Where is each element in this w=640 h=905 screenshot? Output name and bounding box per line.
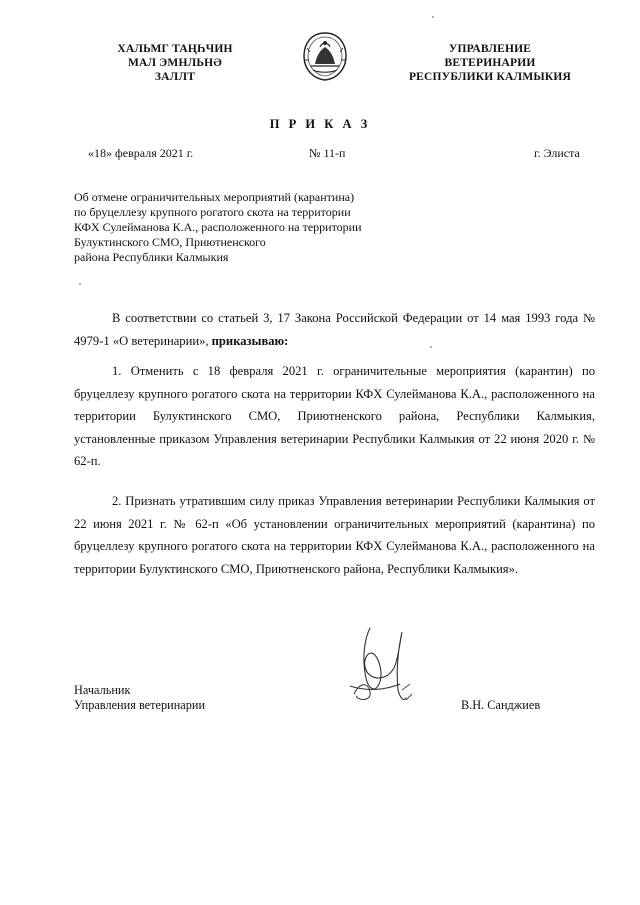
- body-intro: [74, 307, 595, 352]
- document-date: «18» февраля 2021 г.: [88, 146, 194, 160]
- subject-line: района Республики Калмыкия: [74, 250, 229, 264]
- document-subject: [74, 190, 362, 265]
- scan-speck: [432, 16, 434, 18]
- body-item-2: [74, 490, 595, 580]
- subject-line: КФХ Сулейманова К.А., расположенного на территории: [74, 220, 362, 234]
- header-left-org: [100, 42, 250, 84]
- signer-position: [74, 683, 205, 713]
- body-item-1: [74, 360, 595, 473]
- header-left-line: ХАЛЬМГ ТАҢҺЧИН: [117, 43, 233, 55]
- intro-text: В соответствии со статьей 3, 17 Закона Российской Федерации от 14 мая 1993 года № 4979-1 «О ветеринарии»,: [74, 311, 595, 348]
- header-right-org: [395, 42, 585, 84]
- item-2-text: 2. Признать утратившим силу приказ Управления ветеринарии Республики Калмыкия от 22 июня 2021 г. № 62-п «Об установлении ограничительных мероприятий (карантина) по бруцеллезу крупного рогатого скота на территории КФХ Сулейманова К.А., расположенного на территории Булуктинского СМО, Приютненского района, Республики Калмыкия».: [74, 494, 595, 576]
- header-right-line: УПРАВЛЕНИЕ: [448, 43, 532, 55]
- header-right-line: ВЕТЕРИНАРИИ: [444, 57, 536, 69]
- subject-line: Об отмене ограничительных мероприятий (карантина): [74, 190, 355, 204]
- signer-name: В.Н. Санджиев: [461, 698, 541, 712]
- scan-speck: [79, 283, 81, 285]
- document-title: П Р И К А З: [269, 117, 371, 131]
- document-city: г. Элиста: [534, 146, 580, 160]
- subject-line: по бруцеллезу крупного рогатого скота на территории: [74, 205, 351, 219]
- header-right-line: РЕСПУБЛИКИ КАЛМЫКИЯ: [408, 71, 572, 83]
- subject-line: Булуктинского СМО, Приютненского: [74, 235, 266, 249]
- header-left-line: ЗАЛЛТ: [154, 71, 196, 83]
- signer-position-line: Управления ветеринарии: [74, 698, 206, 712]
- signer-position-line: Начальник: [74, 683, 131, 697]
- scan-speck: [430, 346, 432, 348]
- document-number: № 11-п: [309, 146, 346, 160]
- handwritten-signature-icon: [340, 620, 420, 710]
- intro-order-word: приказываю:: [211, 333, 289, 348]
- coat-of-arms-icon: [301, 30, 349, 82]
- header-left-line: МАЛ ЭМНЛЬНӘ: [127, 57, 222, 69]
- item-1-text: 1. Отменить с 18 февраля 2021 г. ограничительные мероприятия (карантин) по бруцеллезу крупного рогатого скота на территории КФХ Сулейманова К.А., расположенного на территории Булуктинского СМО, Приютненского района, Республики Калмыкия, установленные приказом Управления ветеринарии Республики Калмыкия от 22 июня 2020 г. № 62-п.: [74, 364, 595, 468]
